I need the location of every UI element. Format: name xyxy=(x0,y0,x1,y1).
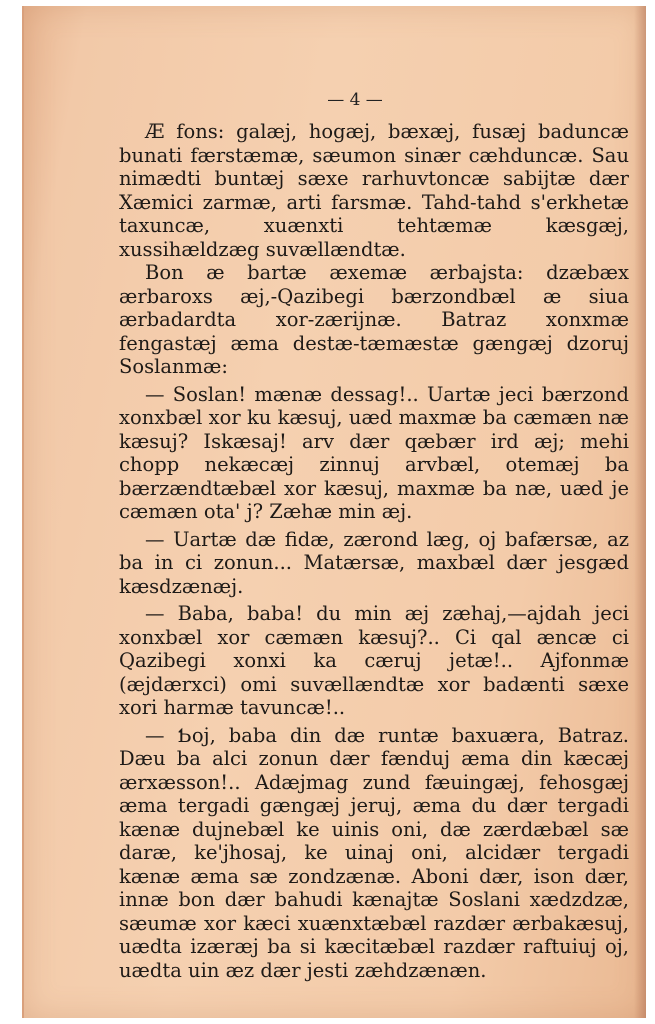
body-text xyxy=(119,120,629,982)
page-spine-shadow xyxy=(634,6,646,1018)
page-number: — 4 — xyxy=(327,90,383,110)
paragraph-4: — Uartæ dæ fidæ, zærond læg, oj bafærsæ, az ba in ci zonun... Matærsæ, maxbæl dær jesgæd kæsdzænæj. xyxy=(119,527,629,598)
paragraph-5: — Baba, baba! du min æj zæhaj,—ajdah jeci xonxbæl xor cæmæn kæsuj?.. Ci qal æncæ ci Qazibegi xonxi ka cæruj jetæ!.. Ajfonmæ (æjdærxci) omi suvællændtæ xor badænti sæxe xori harmæ tavuncæ!.. xyxy=(119,602,629,719)
book-page xyxy=(22,6,646,1018)
paragraph-3: — Soslan! mænæ dessag!.. Uartæ jeci bærzond xonxbæl xor ku kæsuj, uæd maxmæ ba cæmæn næ kæsuj? Iskæsaj! arv dær qæbær ird æj; mehi chopp nekæcæj zinnuj arvbæl, otemæj ba bærzændtæbæl xor kæsuj, maxmæ ba næ, uæd je cæmæn ota' j? Zæhæ min æj. xyxy=(119,382,629,523)
paragraph-2: Bon æ bartæ æxemæ ærbajsta: dzæbæx ærbaroxs æj,-Qazibegi bærzondbæl æ siua ærbadardta xor-zærijnæ. Batraz xonxmæ fengastæj æma destæ-tæmæstæ gængæj dzoruj Soslanmæ: xyxy=(119,261,629,378)
paragraph-6: — Ƅoj, baba din dæ runtæ baxuæra, Batraz. Dæu ba alci zonun dær fænduj æma din kæcæj ærxæsson!.. Adæjmag zund fæuingæj, fehosgæj æma tergadi gængæj jeruj, æma du dær tergadi kænæ dujnebæl ke uinis oni, dæ zærdæbæl sæ daræ, ke'jhosaj, ke uinaj oni, alcidær tergadi kænæ æma sæ zondzænæ. Aboni dær, ison dær, innæ bon dær bahudi kænajtæ Soslani xædzdzæ, sæumæ xor kæci xuænxtæbæl razdær ærbakæsuj, uædta izæræj ba si kæcitæbæl razdær raftuiuj oj, uædta uin æz dær jesti zæhdzænæn. xyxy=(119,723,629,982)
paragraph-1: Æ fons: galæj, hogæj, bæxæj, fusæj baduncæ bunati færstæmæ, sæumon sinær cæhduncæ. Sau nimædti buntæj sæxe rarhuvtoncæ sabijtæ dær Xæmici zarmæ, arti farsmæ. Tahd-tahd s'erkhetæ taxuncæ, xuænxti tehtæmæ kæsgæj, xussihældzæg suvællændtæ. xyxy=(119,120,629,261)
